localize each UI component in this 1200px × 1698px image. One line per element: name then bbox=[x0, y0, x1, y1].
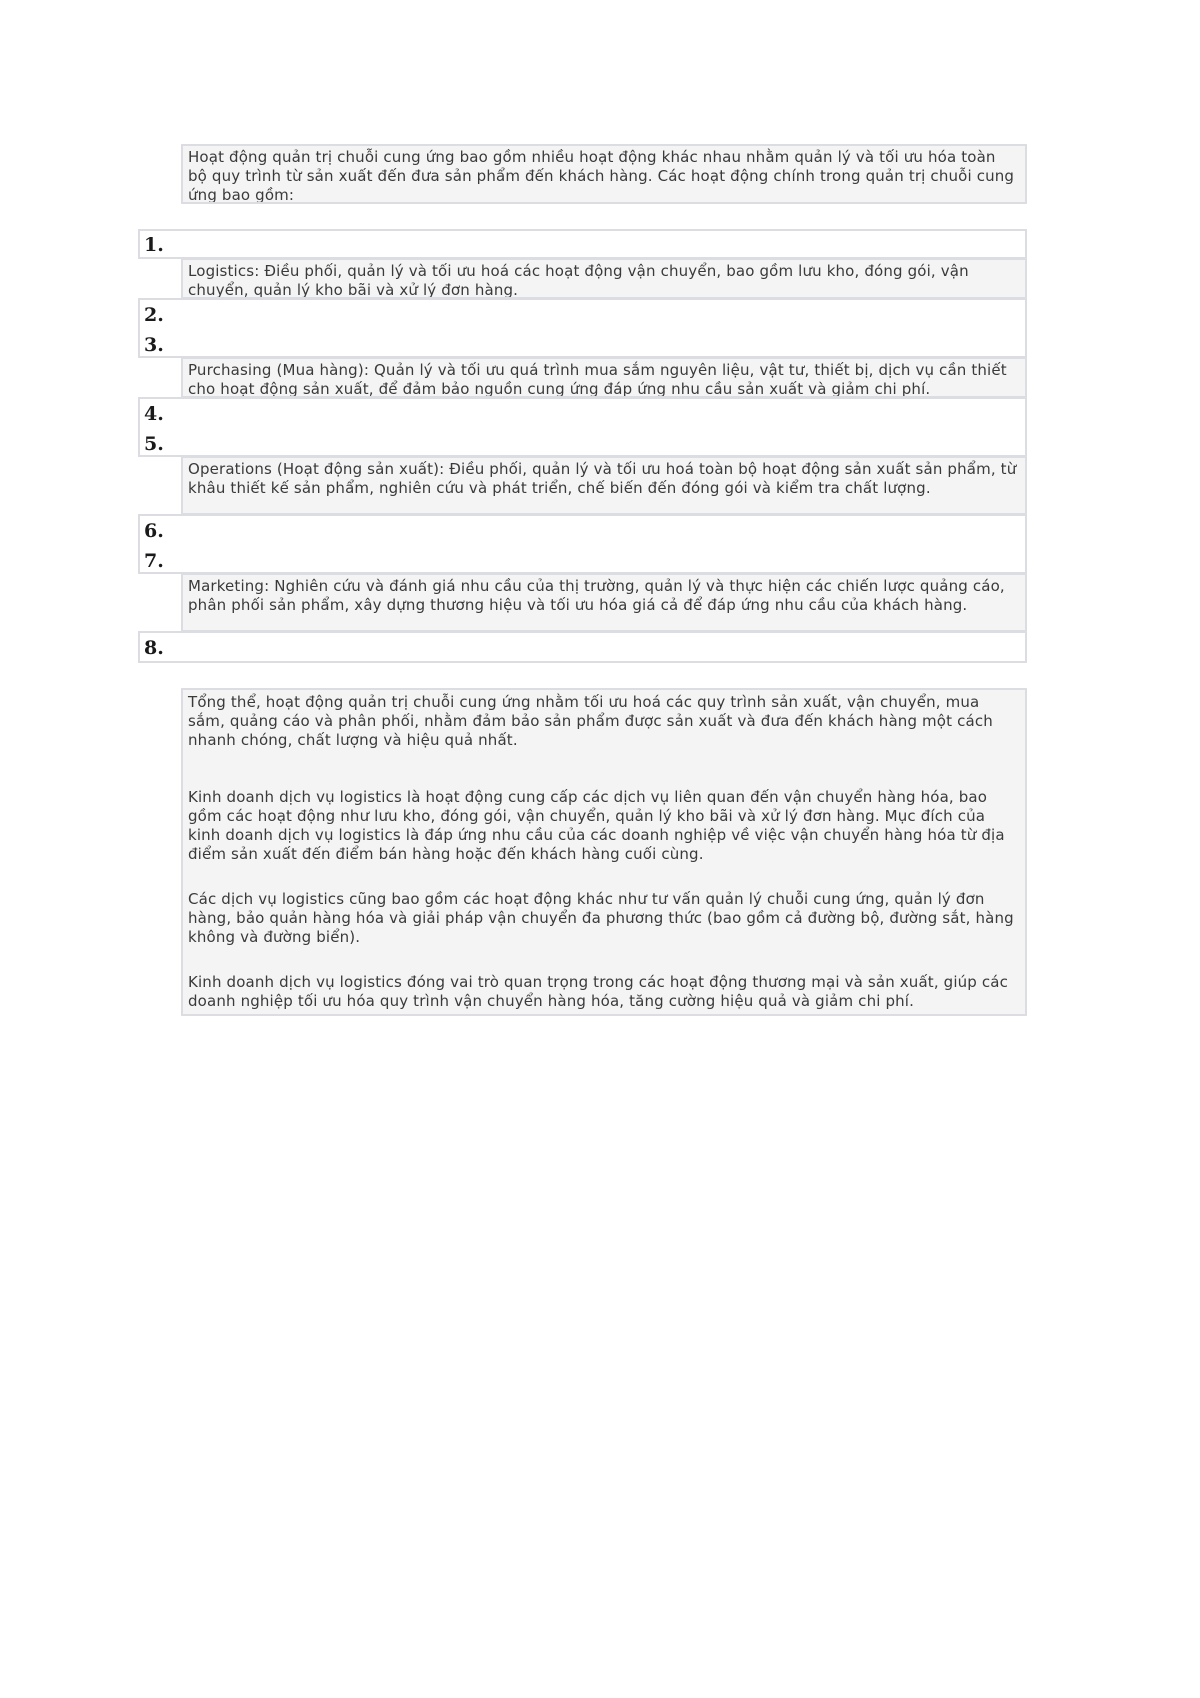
list-number-3: 3. bbox=[144, 334, 164, 356]
list-row-4-5 bbox=[138, 397, 1027, 457]
summary-block bbox=[181, 688, 1027, 1016]
list-number-5: 5. bbox=[144, 433, 164, 455]
list-number-2: 2. bbox=[144, 304, 164, 326]
list-number-4: 4. bbox=[144, 403, 164, 425]
list-item-marketing: Marketing: Nghiên cứu và đánh giá nhu cầu của thị trường, quản lý và thực hiện các chiến lược quảng cáo, phân phối sản phẩm, xây dựng thương hiệu và tối ưu hóa giá cả để đáp ứng nhu cầu của khách hàng. bbox=[181, 573, 1027, 632]
list-number-6: 6. bbox=[144, 520, 164, 542]
list-row-1 bbox=[138, 229, 1027, 259]
summary-paragraph-2: Kinh doanh dịch vụ logistics là hoạt động cung cấp các dịch vụ liên quan đến vận chuyển hàng hóa, bao gồm các hoạt động như lưu kho, đóng gói, vận chuyển, quản lý kho bãi và xử lý đơn hàng. Mục đích của kinh doanh dịch vụ logistics là đáp ứng nhu cầu của các doanh nghiệp về việc vận chuyển hàng hóa từ địa điểm sản xuất đến điểm bán hàng hoặc đến khách hàng cuối cùng. bbox=[188, 788, 1005, 863]
list-item-logistics: Logistics: Điều phối, quản lý và tối ưu hoá các hoạt động vận chuyển, bao gồm lưu kho, đóng gói, vận chuyển, quản lý kho bãi và xử lý đơn hàng. bbox=[181, 258, 1027, 299]
summary-paragraph-3: Các dịch vụ logistics cũng bao gồm các hoạt động khác như tư vấn quản lý chuỗi cung ứng, quản lý đơn hàng, bảo quản hàng hóa và giải pháp vận chuyển đa phương thức (bao gồm cả đường bộ, đường sắt, hàng không và đường biển). bbox=[188, 890, 1014, 946]
summary-paragraph-4: Kinh doanh dịch vụ logistics đóng vai trò quan trọng trong các hoạt động thương mại và sản xuất, giúp các doanh nghiệp tối ưu hóa quy trình vận chuyển hàng hóa, tăng cường hiệu quả và giảm chi phí. bbox=[188, 973, 1009, 1010]
list-item-operations: Operations (Hoạt động sản xuất): Điều phối, quản lý và tối ưu hoá toàn bộ hoạt động sản xuất sản phẩm, từ khâu thiết kế sản phẩm, nghiên cứu và phát triển, chế biến đến đóng gói và kiểm tra chất lượng. bbox=[181, 456, 1027, 515]
list-row-8 bbox=[138, 631, 1027, 663]
list-number-1: 1. bbox=[144, 234, 164, 256]
list-row-2-3 bbox=[138, 298, 1027, 358]
list-number-7: 7. bbox=[144, 550, 164, 572]
list-item-purchasing: Purchasing (Mua hàng): Quản lý và tối ưu quá trình mua sắm nguyên liệu, vật tư, thiết bị, dịch vụ cần thiết cho hoạt động sản xuất, để đảm bảo nguồn cung ứng đáp ứng nhu cầu sản xuất và giảm chi phí. bbox=[181, 357, 1027, 398]
summary-paragraph-1: Tổng thể, hoạt động quản trị chuỗi cung ứng nhằm tối ưu hoá các quy trình sản xuất, vận chuyển, mua sắm, quảng cáo và phân phối, nhằm đảm bảo sản phẩm được sản xuất và đưa đến khách hàng một cách nhanh chóng, chất lượng và hiệu quả nhất. bbox=[188, 693, 993, 749]
intro-paragraph: Hoạt động quản trị chuỗi cung ứng bao gồm nhiều hoạt động khác nhau nhằm quản lý và tối ưu hóa toàn bộ quy trình từ sản xuất đến đưa sản phẩm đến khách hàng. Các hoạt động chính trong quản trị chuỗi cung ứng bao gồm: bbox=[181, 144, 1027, 204]
list-number-8: 8. bbox=[144, 637, 164, 659]
list-row-6-7 bbox=[138, 514, 1027, 574]
